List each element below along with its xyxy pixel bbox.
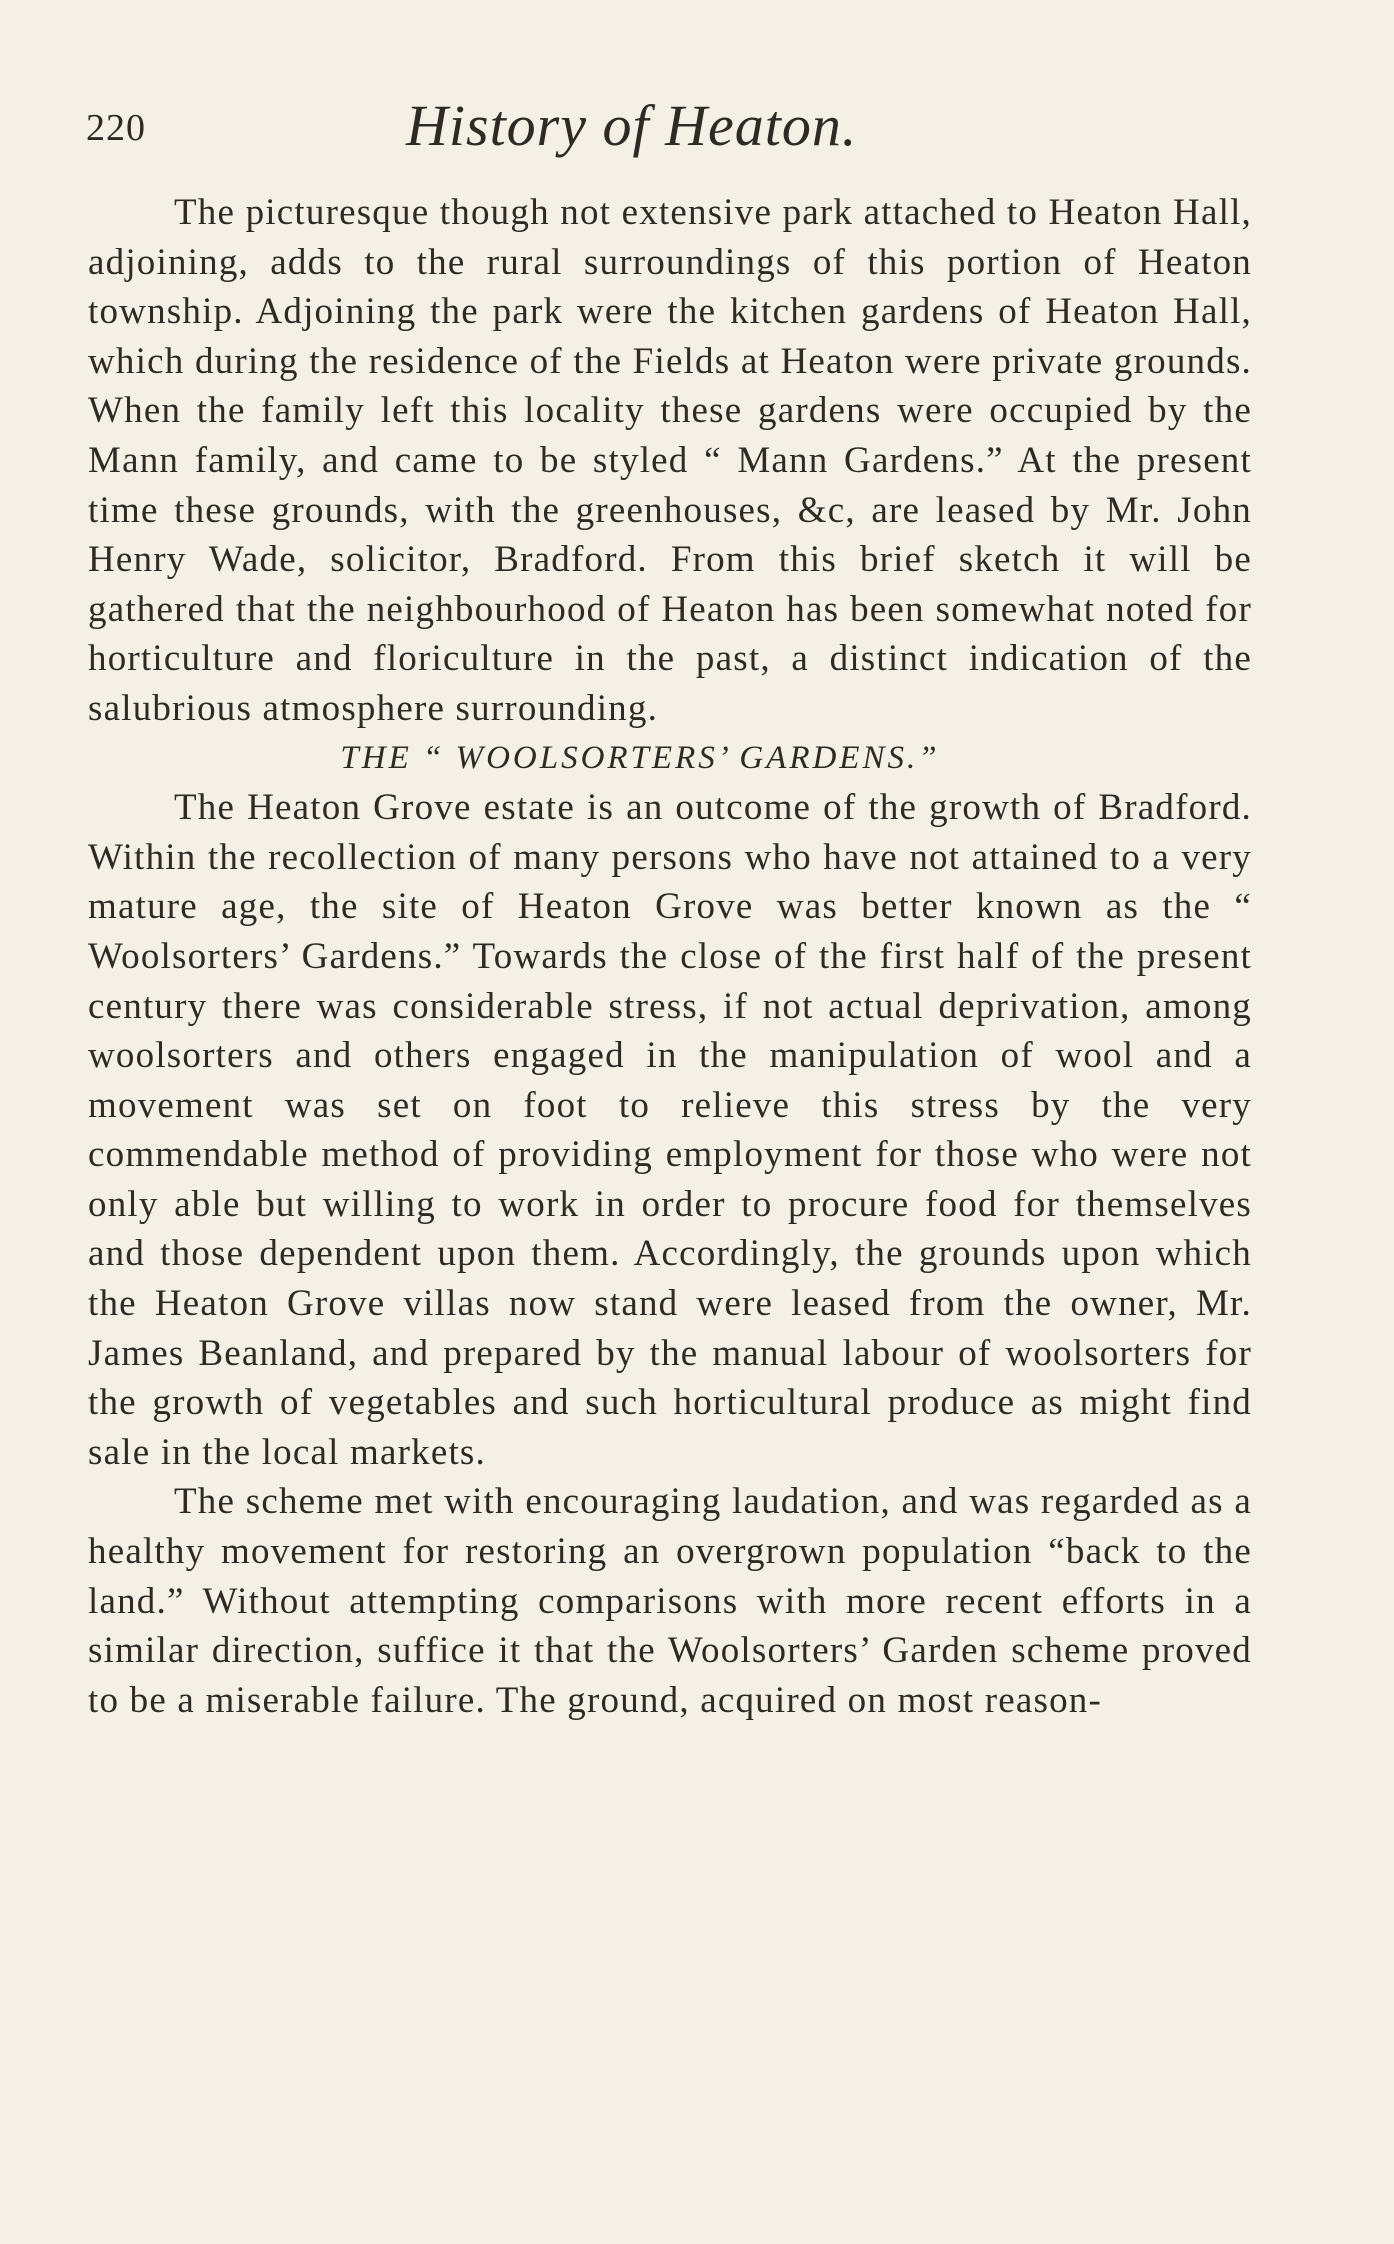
section-heading: THE “ WOOLSORTERS’ GARDENS.” xyxy=(340,739,940,776)
page-number: 220 xyxy=(86,107,146,149)
paragraph-heaton-grove: The Heaton Grove estate is an outcome of the growth of Bradford. Within the recollection of many persons who have not attained to a very mature age, the site of Heaton Grove was better known as the “ Woolsorters’ Gardens.” Towards the close of the first half of the present century there was considerable stress, if not actual deprivation, among woolsorters and others engaged in the manipulation of wool and a movement was set on foot to relieve this stress by the very commendable method of providing employment for those who were not only able but willing to work in order to procure food for themselves and those dependent upon them. Accordingly, the grounds upon which the Heaton Grove villas now stand were leased from the owner, Mr. James Beanland, and prepared by the manual labour of woolsorters for the growth of vegetables and such horticultural produce as might find sale in the local markets. xyxy=(88,787,1252,1473)
paragraph-park: The picturesque though not extensive park attached to Heaton Hall, adjoining, adds to the rural surroundings of this portion of Heaton township. Adjoining the park were the kitchen gardens of Heaton Hall, which during the residence of the Fields at Heaton were private grounds. When the family left this locality these gardens were occupied by the Mann family, and came to be styled “ Mann Gardens.” At the present time these grounds, with the greenhouses, &c, are leased by Mr. John Henry Wade, solicitor, Bradford. From this brief sketch it will be gathered that the neighbourhood of Heaton has been somewhat noted for horticulture and floriculture in the past, a distinct indication of the salubrious atmosphere surrounding. xyxy=(88,192,1252,729)
body-text xyxy=(88,188,1252,1725)
running-title: History of Heaton. xyxy=(406,93,858,158)
page-header xyxy=(86,92,1266,172)
paragraph-scheme: The scheme met with encouraging laudation, and was regarded as a healthy movement for restoring an overgrown population “back to the land.” Without attempting comparisons with more recent efforts in a similar direction, suffice it that the Woolsorters’ Garden scheme proved to be a miserable failure. The ground, acquired on most reason- xyxy=(88,1481,1252,1721)
